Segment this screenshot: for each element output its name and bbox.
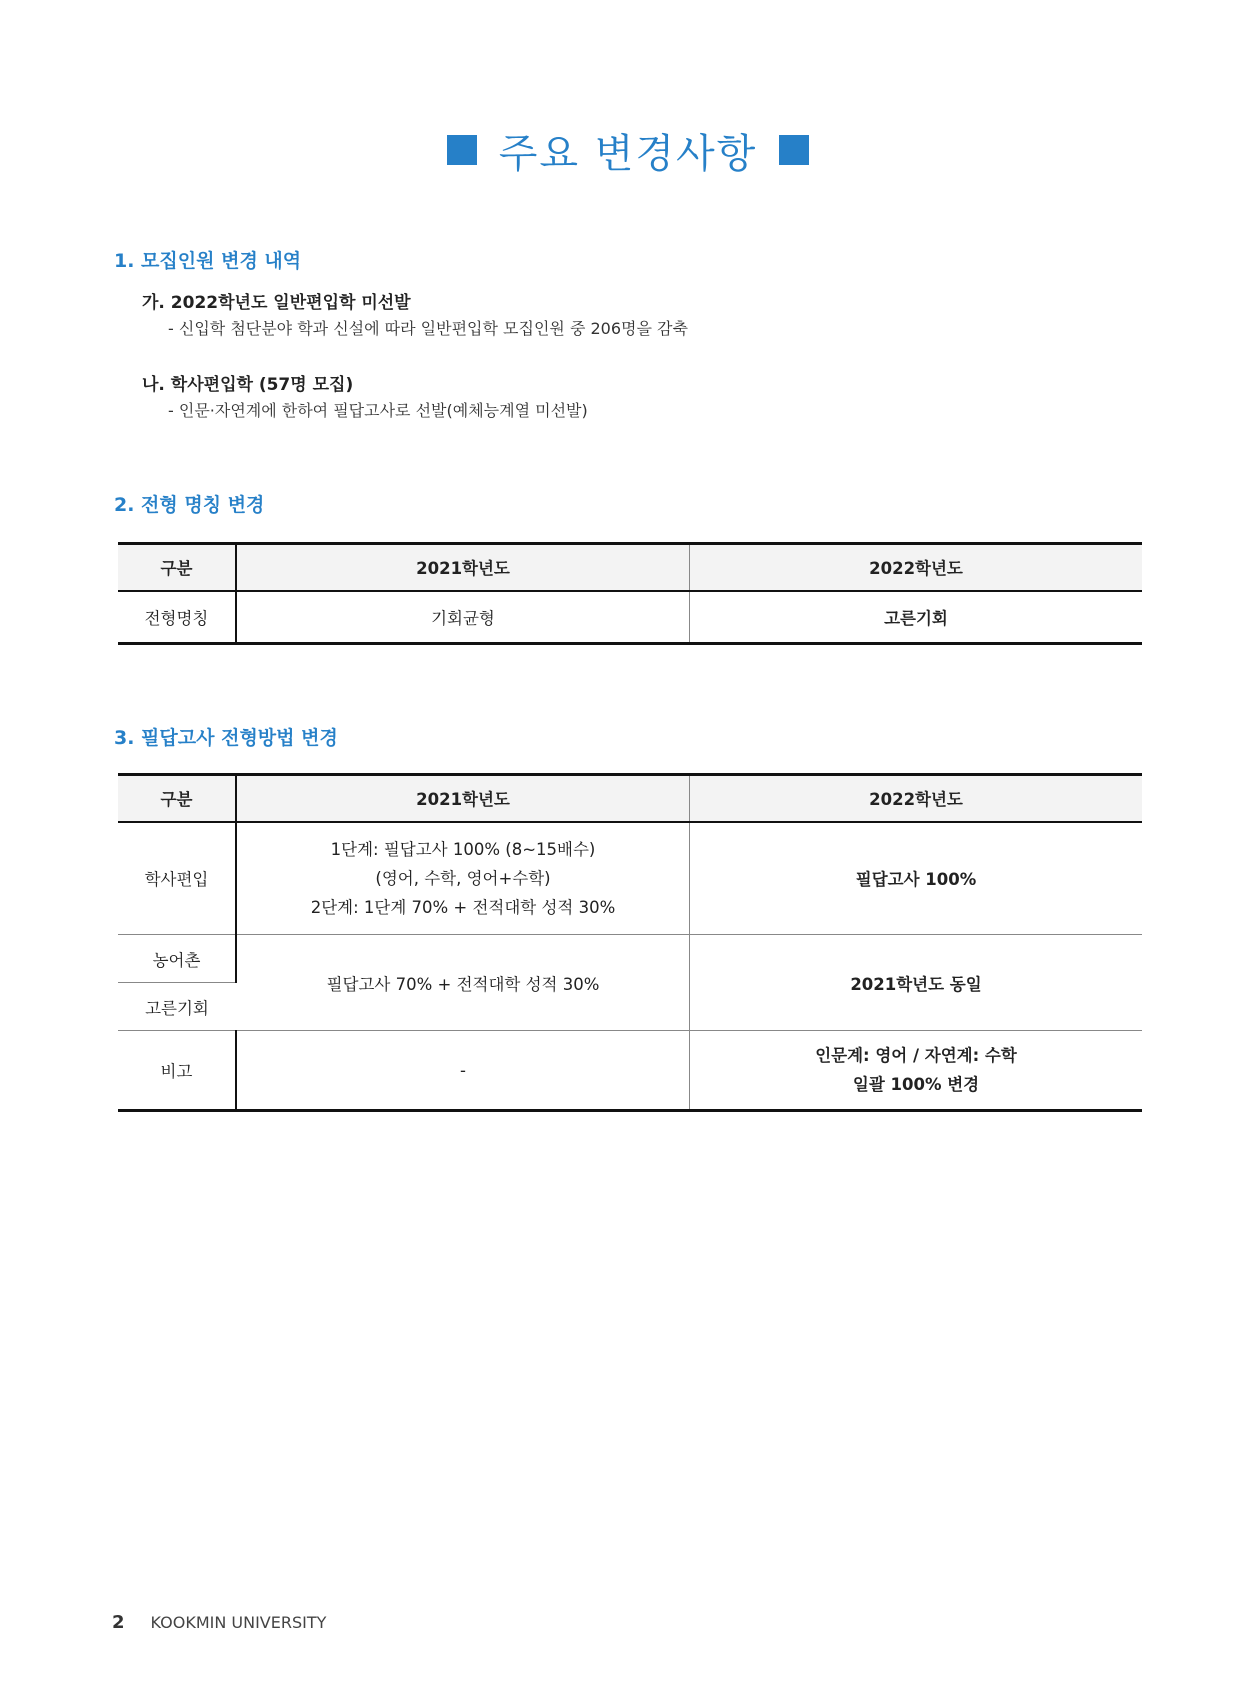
table-row: [118, 822, 1142, 935]
table-cell: 전형명칭: [118, 591, 236, 644]
table-cell: 고른기회: [118, 983, 236, 1031]
university-name: KOOKMIN UNIVERSITY: [150, 1613, 327, 1632]
name-change-table: [118, 542, 1142, 645]
table-row: [118, 1031, 1142, 1111]
table-header: 2022학년도: [690, 775, 1143, 822]
table-header: 2021학년도: [236, 775, 690, 822]
section-1-heading: 1. 모집인원 변경 내역: [114, 250, 302, 272]
table-cell: 2021학년도 동일: [690, 935, 1143, 1031]
section-2-heading: 2. 전형 명칭 변경: [114, 494, 265, 516]
page-number: 2: [112, 1612, 125, 1633]
section-3-heading: 3. 필답고사 전형방법 변경: [114, 727, 338, 749]
cell-line: (영어, 수학, 영어+수학): [375, 868, 551, 888]
exam-method-table: [118, 773, 1142, 1112]
table-cell: [690, 1031, 1143, 1111]
page-title-text: 주요 변경사항: [498, 131, 758, 177]
table-cell: 농어촌: [118, 935, 236, 983]
footer: [112, 1612, 326, 1633]
table-cell: 학사편입: [118, 822, 236, 935]
section-1a-bullet: - 신입학 첨단분야 학과 신설에 따라 일반편입학 모집인원 중 206명을 감축: [168, 319, 688, 338]
page-title: [0, 122, 1256, 179]
table-cell: 필답고사 70% + 전적대학 성적 30%: [236, 935, 690, 1031]
table-row: [118, 935, 1142, 983]
table-cell: [236, 822, 690, 935]
table-cell: 기회균형: [236, 591, 690, 644]
table-header: 2021학년도: [236, 544, 690, 591]
square-icon: [779, 135, 809, 165]
square-icon: [447, 135, 477, 165]
table-header: 구분: [118, 775, 236, 822]
table-cell: 비고: [118, 1031, 236, 1111]
cell-line: 인문계: 영어 / 자연계: 수학: [815, 1046, 1017, 1065]
table-cell: -: [236, 1031, 690, 1111]
section-1a-heading: 가. 2022학년도 일반편입학 미선발: [142, 293, 411, 313]
section-1b-heading: 나. 학사편입학 (57명 모집): [142, 375, 354, 395]
cell-line: 일괄 100% 변경: [852, 1075, 980, 1094]
table-cell: 고른기회: [690, 591, 1143, 644]
cell-line: 1단계: 필답고사 100% (8~15배수): [330, 839, 596, 859]
table-header: 구분: [118, 544, 236, 591]
table-header: 2022학년도: [690, 544, 1143, 591]
cell-line: 2단계: 1단계 70% + 전적대학 성적 30%: [310, 897, 616, 917]
section-1b-bullet: - 인문·자연계에 한하여 필답고사로 선발(예체능계열 미선발): [168, 401, 588, 420]
table-cell: 필답고사 100%: [690, 822, 1143, 935]
